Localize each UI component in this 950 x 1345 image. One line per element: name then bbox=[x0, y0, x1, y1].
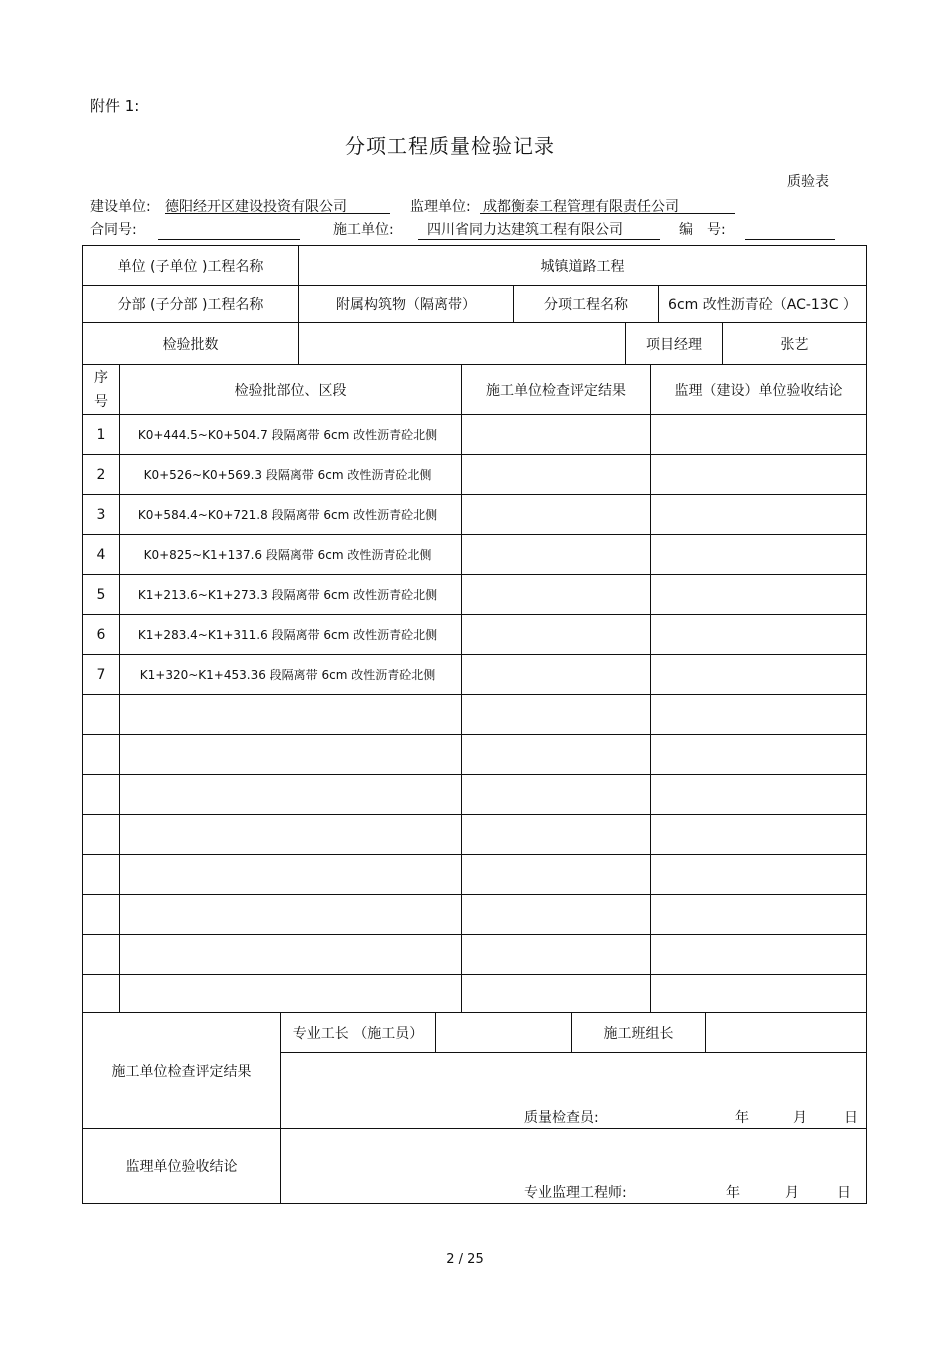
rule bbox=[82, 974, 867, 975]
inspector-year: 年 bbox=[735, 1110, 749, 1126]
rule bbox=[82, 934, 867, 935]
col-location-header: 检验批部位、区段 bbox=[234, 382, 347, 399]
row-1-location: K0+444.5~K0+504.7 段隔离带 6cm 改性沥青砼北侧 bbox=[137, 428, 438, 442]
engineer-month: 月 bbox=[785, 1185, 799, 1201]
row-5-no: 5 bbox=[96, 586, 106, 603]
rule bbox=[435, 1012, 436, 1053]
row-6-no: 6 bbox=[96, 626, 106, 643]
serial-no-underline bbox=[745, 239, 835, 240]
manager-label: 项目经理 bbox=[646, 336, 702, 353]
form-type-label: 质验表 bbox=[787, 174, 829, 190]
row-3-location: K0+584.4~K0+721.8 段隔离带 6cm 改性沥青砼北侧 bbox=[137, 508, 438, 522]
rule bbox=[281, 1052, 867, 1053]
batch-count-value bbox=[299, 323, 625, 364]
contract-no-underline bbox=[158, 239, 300, 240]
row-7-no: 7 bbox=[96, 666, 106, 683]
rule bbox=[650, 364, 651, 1013]
subdivision-label: 分部 (子分部 )工程名称 bbox=[117, 297, 264, 313]
col-builder-result-header: 施工单位检查评定结果 bbox=[486, 382, 626, 399]
table-border-bottom bbox=[82, 1203, 867, 1204]
supervisor-label: 监理单位验收结论 bbox=[125, 1159, 238, 1175]
unit-project-label: 单位 (子单位 )工程名称 bbox=[117, 258, 264, 275]
row-4-no: 4 bbox=[96, 546, 106, 563]
contract-no-label: 合同号: bbox=[90, 222, 137, 238]
row-3-no: 3 bbox=[96, 506, 106, 523]
row-4-location: K0+825~K1+137.6 段隔离带 6cm 改性沥青砼北侧 bbox=[143, 548, 432, 562]
engineer-day: 日 bbox=[837, 1185, 851, 1201]
unit-project-value: 城镇道路工程 bbox=[540, 258, 625, 275]
row-1-no: 1 bbox=[96, 426, 106, 443]
engineer-year: 年 bbox=[726, 1185, 740, 1201]
builder-unit-label: 施工单位: bbox=[333, 222, 394, 238]
subdivision-value: 附属构筑物（隔离带） bbox=[336, 297, 476, 313]
row-6-location: K1+283.4~K1+311.6 段隔离带 6cm 改性沥青砼北侧 bbox=[137, 628, 438, 642]
table-border-right bbox=[866, 245, 867, 1204]
foreman-label: 专业工长 （施工员） bbox=[292, 1025, 424, 1042]
row-2-no: 2 bbox=[96, 466, 106, 483]
rule bbox=[82, 814, 867, 815]
builder-unit-value: 四川省同力达建筑工程有限公司 bbox=[427, 222, 623, 238]
attachment-label: 附件 1: bbox=[90, 97, 140, 115]
page-number: 2 / 25 bbox=[446, 1252, 484, 1267]
construction-unit-label: 建设单位: bbox=[90, 199, 151, 215]
rule bbox=[461, 364, 462, 1013]
row-5-location: K1+213.6~K1+273.3 段隔离带 6cm 改性沥青砼北侧 bbox=[137, 588, 438, 602]
rule bbox=[82, 894, 867, 895]
rule bbox=[82, 774, 867, 775]
item-project-value: 6cm 改性沥青砼（AC-13C ） bbox=[668, 297, 857, 313]
page-title: 分项工程质量检验记录 bbox=[345, 134, 555, 158]
inspector-month: 月 bbox=[793, 1110, 807, 1126]
builder-unit-underline bbox=[418, 239, 660, 240]
builder-result-label: 施工单位检查评定结果 bbox=[111, 1063, 252, 1080]
inspector-day: 日 bbox=[844, 1110, 858, 1126]
engineer-label: 专业监理工程师: bbox=[524, 1185, 627, 1201]
supervision-unit-value: 成都衡泰工程管理有限责任公司 bbox=[483, 199, 679, 215]
row-2-location: K0+526~K0+569.3 段隔离带 6cm 改性沥青砼北侧 bbox=[143, 468, 432, 482]
item-project-label: 分项工程名称 bbox=[544, 297, 628, 313]
rule bbox=[82, 734, 867, 735]
construction-unit-value: 德阳经开区建设投资有限公司 bbox=[165, 199, 347, 215]
serial-no-label: 编 号: bbox=[679, 222, 726, 238]
col-supervisor-result-header: 监理（建设）单位验收结论 bbox=[674, 382, 843, 399]
rule bbox=[82, 694, 867, 695]
manager-value: 张艺 bbox=[780, 336, 809, 353]
col-seq-header-bottom: 号 bbox=[94, 394, 108, 410]
supervision-unit-label: 监理单位: bbox=[410, 199, 471, 215]
inspector-label: 质量检查员: bbox=[524, 1110, 599, 1126]
batch-count-label: 检验批数 bbox=[162, 336, 219, 353]
rule bbox=[705, 1012, 706, 1053]
rule bbox=[82, 854, 867, 855]
row-7-location: K1+320~K1+453.36 段隔离带 6cm 改性沥青砼北侧 bbox=[139, 668, 436, 682]
team-leader-label: 施工班组长 bbox=[603, 1025, 674, 1042]
col-seq-header-top: 序 bbox=[94, 370, 108, 386]
